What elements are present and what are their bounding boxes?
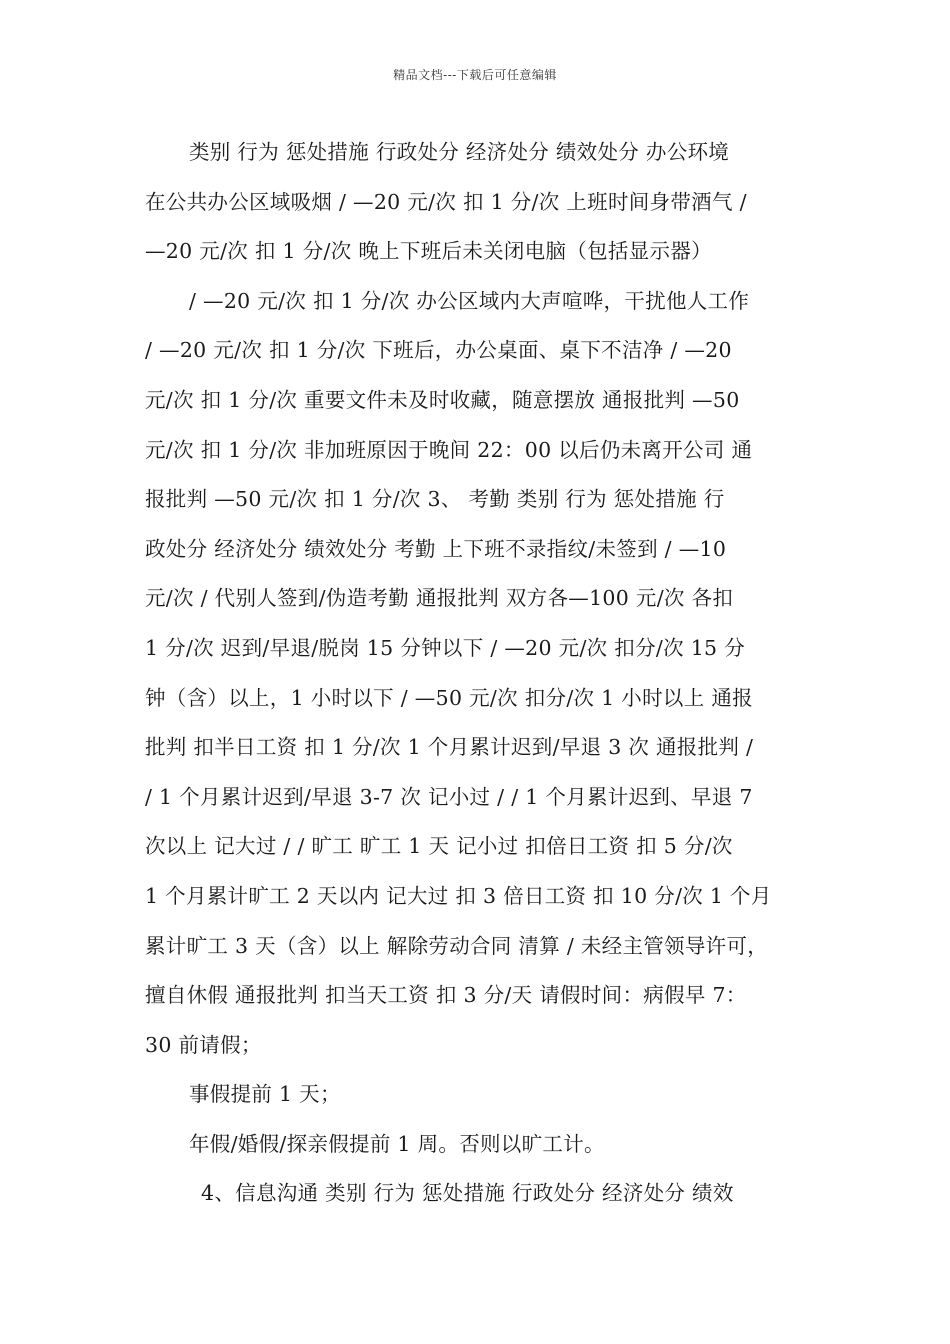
text-line: 元/次 扣 1 分/次 重要文件未及时收藏，随意摆放 通报批判 —50: [145, 387, 740, 412]
text-line: / —20 元/次 扣 1 分/次 下班后，办公桌面、桌下不洁净 / —20: [145, 338, 732, 363]
text-line: 次以上 记大过 / / 旷工 旷工 1 天 记小过 扣倍日工资 扣 5 分/次: [145, 834, 733, 859]
text-line: 累计旷工 3 天（含）以上 解除劳动合同 清算 / 未经主管领导许可，: [145, 933, 769, 958]
text-line: 事假提前 1 天；: [189, 1082, 341, 1107]
text-line: 1 个月累计旷工 2 天以内 记大过 扣 3 倍日工资 扣 10 分/次 1 个月: [145, 883, 772, 908]
text-line: —20 元/次 扣 1 分/次 晚上下班后未关闭电脑（包括显示器）: [145, 239, 712, 264]
text-line: 钟（含）以上，1 小时以下 / —50 元/次 扣分/次 1 小时以上 通报: [145, 685, 753, 710]
text-line: 元/次 扣 1 分/次 非加班原因于晚间 22：00 以后仍未离开公司 通: [145, 437, 753, 462]
text-line: 年假/婚假/探亲假提前 1 周。否则以旷工计。: [189, 1131, 605, 1156]
text-line: / 1 个月累计迟到/早退 3-7 次 记小过 / / 1 个月累计迟到、早退 7: [145, 784, 753, 809]
text-line: 30 前请假；: [145, 1032, 262, 1057]
text-line: 批判 扣半日工资 扣 1 分/次 1 个月累计迟到/早退 3 次 通报批判 /: [145, 735, 754, 760]
text-line: 擅自休假 通报批判 扣当天工资 扣 3 分/天 请假时间：病假早 7：: [145, 983, 747, 1008]
text-line: 4、信息沟通 类别 行为 惩处措施 行政处分 经济处分 绩效: [201, 1181, 734, 1206]
text-line: 1 分/次 迟到/早退/脱岗 15 分钟以下 / —20 元/次 扣分/次 15 分: [145, 635, 746, 660]
text-line: / —20 元/次 扣 1 分/次 办公区域内大声喧哗，干扰他人工作: [189, 288, 750, 313]
document-body: [145, 128, 825, 1219]
page-header: 精品文档---下载后可任意编辑: [393, 68, 557, 82]
text-line: 在公共办公区域吸烟 / —20 元/次 扣 1 分/次 上班时间身带酒气 /: [145, 189, 747, 214]
text-line: 政处分 经济处分 绩效处分 考勤 上下班不录指纹/未签到 / —10: [145, 536, 727, 561]
text-line: 元/次 / 代别人签到/伪造考勤 通报批判 双方各—100 元/次 各扣: [145, 586, 734, 611]
text-line: 类别 行为 惩处措施 行政处分 经济处分 绩效处分 办公环境: [189, 140, 730, 164]
text-line: 报批判 —50 元/次 扣 1 分/次 3、 考勤 类别 行为 惩处措施 行: [145, 487, 725, 512]
